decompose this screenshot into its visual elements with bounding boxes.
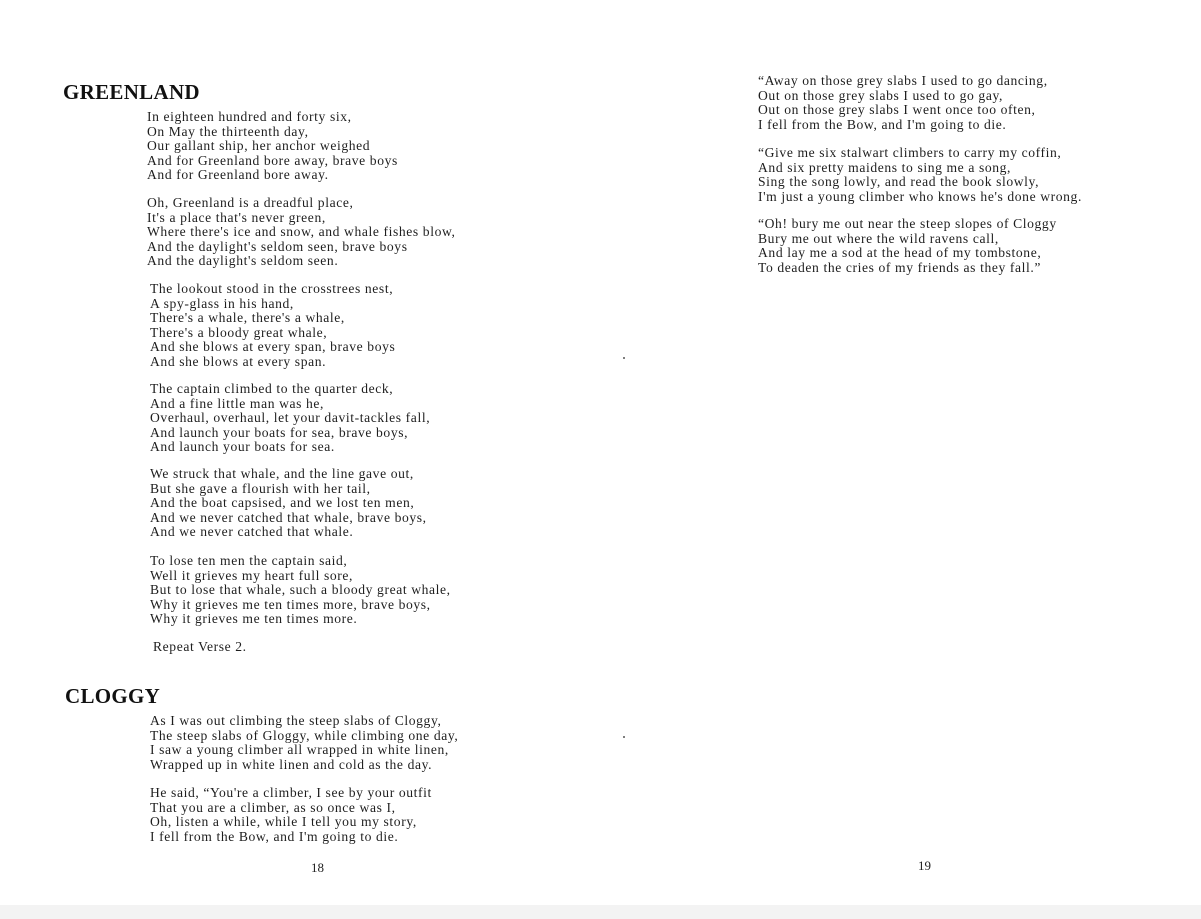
verse-line: He said, “You're a climber, I see by your outfit (150, 785, 432, 800)
verse-line: But to lose that whale, such a bloody great whale, (150, 582, 451, 597)
left-page (0, 0, 600, 905)
verse-line: And a fine little man was he, (150, 395, 325, 411)
verse-line: The captain climbed to the quarter deck, (150, 381, 394, 396)
cloggy-verse-3 (758, 74, 1048, 132)
greenland-repeat-note (153, 640, 247, 655)
cloggy-verse-2 (150, 786, 432, 844)
verse-line: And lay me a sod at the head of my tombstone, (758, 245, 1042, 260)
verse-line: Oh, Greenland is a dreadful place, (147, 195, 354, 210)
song-title-greenland: GREENLAND (63, 80, 200, 104)
verse-line: But she gave a flourish with her tail, (150, 480, 371, 496)
verse-line: A spy-glass in his hand, (150, 295, 294, 311)
verse-line: And we never catched that whale. (150, 524, 354, 539)
verse-line: Why it grieves me ten times more, brave boys, (150, 596, 431, 612)
verse-line: Out on those grey slabs I went once too often, (758, 102, 1036, 117)
verse-line: I'm just a young climber who knows he's done wrong. (758, 188, 1082, 204)
verse-line: I fell from the Bow, and I'm going to die. (150, 828, 399, 844)
repeat-instruction: Repeat Verse 2. (153, 639, 247, 654)
verse-line: I fell from the Bow, and I'm going to die. (758, 116, 1007, 132)
cloggy-verse-4 (758, 146, 1082, 204)
verse-line: And launch your boats for sea, brave boys, (150, 424, 409, 440)
verse-line: And she blows at every span, brave boys (150, 339, 396, 354)
verse-line: To deaden the cries of my friends as they fall.” (758, 259, 1042, 275)
greenland-verse-6 (150, 554, 451, 627)
verse-line: As I was out climbing the steep slabs of Cloggy, (150, 713, 442, 728)
verse-line: There's a bloody great whale, (150, 324, 328, 340)
verse-line: We struck that whale, and the line gave out, (150, 466, 414, 481)
verse-line: In eighteen hundred and forty six, (147, 109, 352, 124)
verse-line: Well it grieves my heart full sore, (150, 567, 353, 583)
greenland-verse-2 (147, 196, 456, 269)
verse-line: Where there's ice and snow, and whale fishes blow, (147, 224, 456, 239)
right-page (600, 0, 1201, 905)
verse-line: Why it grieves me ten times more. (150, 611, 358, 626)
verse-line: On May the thirteenth day, (147, 123, 309, 139)
cloggy-verse-1 (150, 714, 458, 772)
greenland-verse-5 (150, 467, 427, 540)
verse-line: The steep slabs of Gloggy, while climbing one day, (150, 727, 459, 743)
verse-line: To lose ten men the captain said, (150, 553, 348, 568)
verse-line: I saw a young climber all wrapped in white linen, (150, 742, 449, 757)
print-speck (623, 736, 625, 738)
page-number-right: 19 (918, 858, 931, 873)
verse-line: Overhaul, overhaul, let your davit-tackles fall, (150, 410, 431, 425)
verse-line: And we never catched that whale, brave boys, (150, 509, 427, 525)
greenland-verse-3 (150, 282, 395, 369)
verse-line: It's a place that's never green, (147, 209, 326, 225)
verse-line: “Give me six stalwart climbers to carry my coffin, (758, 145, 1062, 160)
verse-line: Oh, listen a while, while I tell you my story, (150, 814, 417, 829)
verse-line: Bury me out where the wild ravens call, (758, 230, 999, 246)
greenland-verse-1 (147, 110, 398, 183)
verse-line: And six pretty maidens to sing me a song, (758, 159, 1012, 175)
verse-line: And the daylight's seldom seen. (147, 253, 339, 268)
verse-line: The lookout stood in the crosstrees nest, (150, 281, 394, 296)
verse-line: Wrapped up in white linen and cold as the day. (150, 756, 433, 772)
greenland-verse-4 (150, 382, 430, 455)
verse-line: And she blows at every span. (150, 353, 327, 369)
verse-line: Our gallant ship, her anchor weighed (147, 138, 371, 153)
verse-line: And the boat capsised, and we lost ten men, (150, 495, 415, 510)
verse-line: That you are a climber, as so once was I, (150, 799, 396, 815)
page-number-left: 18 (311, 860, 324, 875)
verse-line: And for Greenland bore away, brave boys (147, 152, 398, 168)
verse-line: And the daylight's seldom seen, brave boys (147, 238, 408, 254)
verse-line: There's a whale, there's a whale, (150, 310, 345, 325)
verse-line: Out on those grey slabs I used to go gay, (758, 87, 1003, 103)
verse-line: Sing the song lowly, and read the book slowly, (758, 174, 1040, 189)
verse-line: And launch your boats for sea. (150, 439, 335, 454)
verse-line: “Oh! bury me out near the steep slopes of Cloggy (758, 216, 1057, 231)
song-title-cloggy: CLOGGY (65, 684, 161, 708)
verse-line: “Away on those grey slabs I used to go dancing, (758, 73, 1048, 88)
cloggy-verse-5 (758, 217, 1057, 275)
verse-line: And for Greenland bore away. (147, 167, 329, 182)
